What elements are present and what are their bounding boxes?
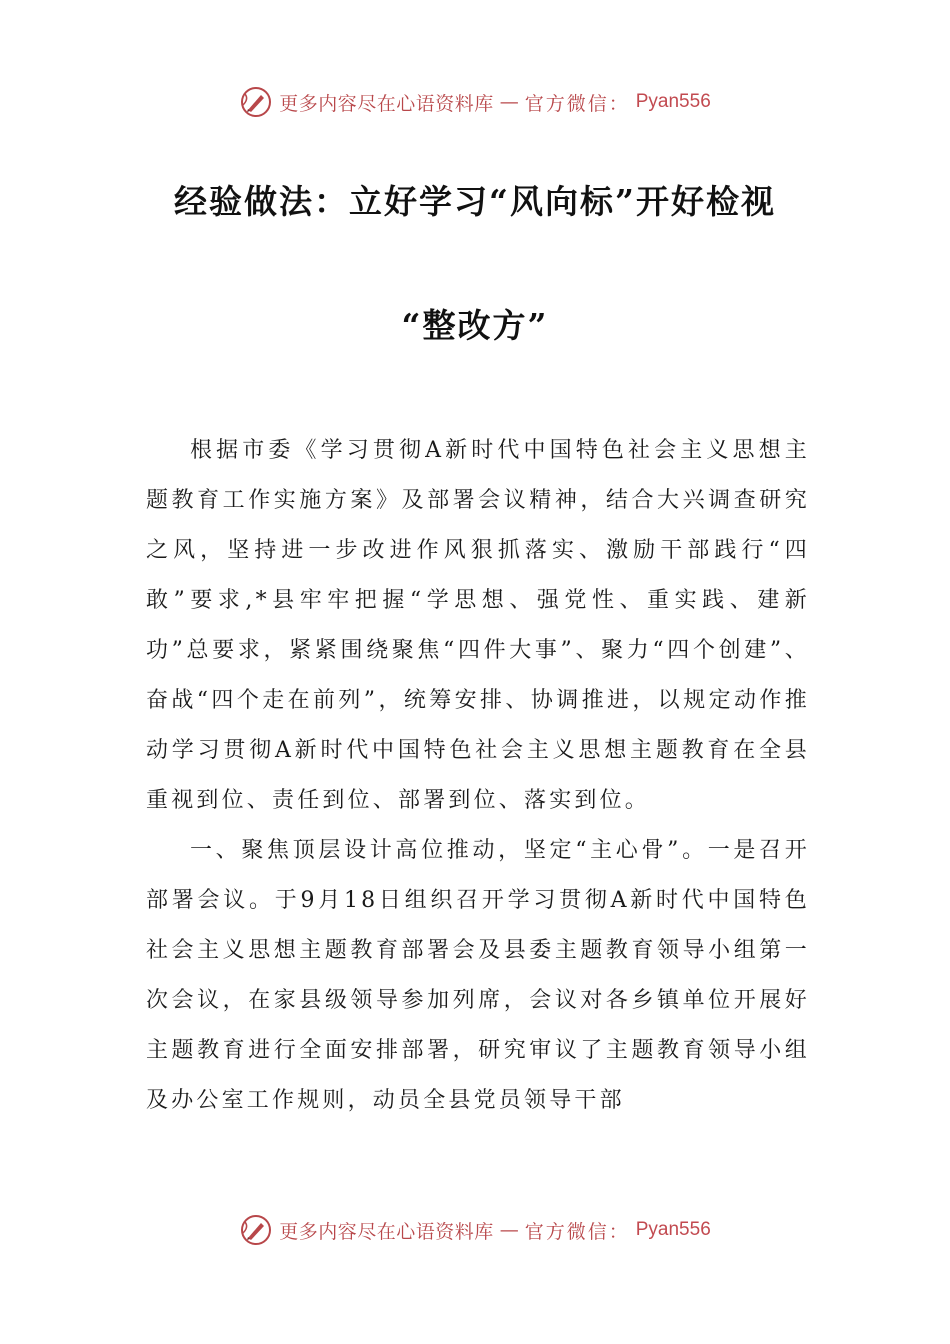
- watermark-wechat-id: Pyan556: [635, 91, 711, 112]
- document-title-line-2: “整改方”: [401, 306, 549, 345]
- watermark-dash: —: [499, 91, 519, 113]
- watermark-dash: —: [499, 1219, 519, 1241]
- pen-logo-icon: [239, 1213, 273, 1247]
- paragraph: 一、聚焦顶层设计高位推动，坚定“主心骨”。一是召开部署会议。于9月18日组织召开学习贯彻A新时代中国特色社会主义思想主题教育部署会及县委主题教育领导小组第一次会议，在家县级领导参加列席，会议对各乡镇单位开展好主题教育进行全面安排部署，研究审议了主题教育领导小组及办公室工作规则，动员全县党员领导干部: [146, 838, 810, 1113]
- watermark-wechat-id: Pyan556: [635, 1219, 711, 1240]
- watermark-banner-top: [0, 82, 950, 122]
- document-body: [146, 426, 810, 1126]
- paragraph: 根据市委《学习贯彻A新时代中国特色社会主义思想主题教育工作实施方案》及部署会议精神，结合大兴调查研究之风，坚持进一步改进作风狠抓落实、激励干部践行“四敢”要求,*县牢牢把握“学思想、强党性、重实践、建新功”总要求，紧紧围绕聚焦“四件大事”、聚力“四个创建”、奋战“四个走在前列”，统筹安排、协调推进，以规定动作推动学习贯彻A新时代中国特色社会主义思想主题教育在全县重视到位、责任到位、部署到位、落实到位。: [146, 438, 810, 813]
- watermark-wechat-label: 官方微信：: [524, 92, 630, 115]
- watermark-brand: 更多内容尽在心语资料库: [279, 1220, 494, 1243]
- watermark-banner-bottom: [0, 1210, 950, 1250]
- document-title-line-1: 经验做法：立好学习“风向标”开好检视: [174, 182, 776, 221]
- watermark-wechat-label: 官方微信：: [524, 1220, 630, 1243]
- pen-logo-icon: [239, 85, 273, 119]
- watermark-brand: 更多内容尽在心语资料库: [279, 92, 494, 115]
